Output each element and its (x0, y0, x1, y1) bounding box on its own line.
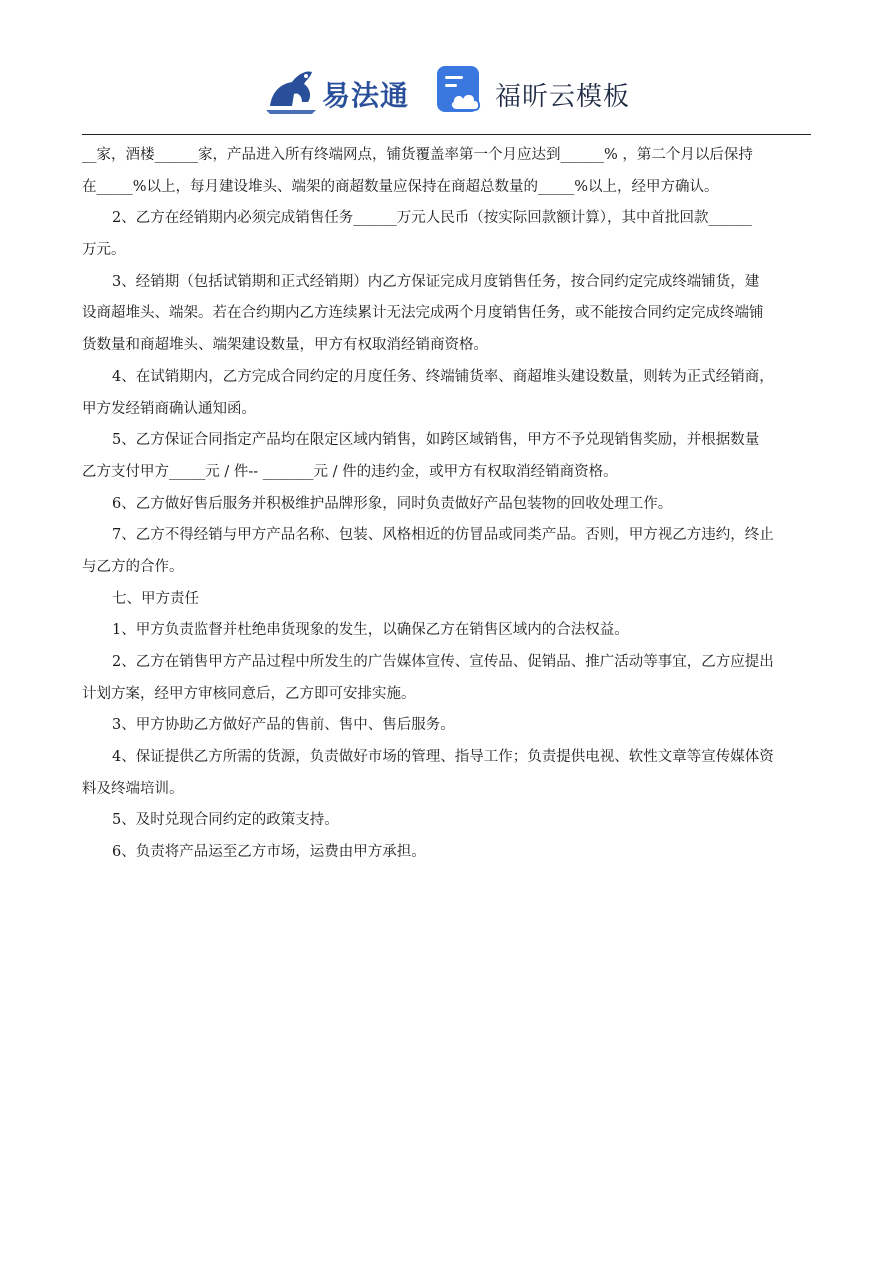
document-cloud-icon (435, 64, 487, 116)
yifatong-logo-text: 易法通 (322, 79, 410, 112)
text-line: 料及终端培训。 (82, 780, 184, 797)
foxit-cloud-template-logo (435, 64, 645, 120)
text-line: 1、甲方负责监督并杜绝串货现象的发生，以确保乙方在销售区域内的合法权益。 (112, 622, 629, 639)
text-line: 在_____%以上，每月建设堆头、端架的商超数量应保持在商超总数量的_____%以上，经甲方确认。 (82, 178, 719, 195)
text-line: 6、乙方做好售后服务并积极维护品牌形象，同时负责做好产品包装物的回收处理工作。 (112, 495, 673, 512)
section-heading: 七、甲方责任 (112, 590, 199, 607)
text-line: 6、负责将产品运至乙方市场，运费由甲方承担。 (112, 844, 426, 861)
text-line: 乙方支付甲方_____元 / 件-- _______元 / 件的违约金，或甲方有权取消经销商资格。 (82, 463, 618, 480)
text-line: __家，酒楼______家，产品进入所有终端网点，铺货覆盖率第一个月应达到______% ，第二个月以后保持 (82, 147, 753, 163)
text-line: 5、乙方保证合同指定产品均在限定区域内销售，如跨区域销售，甲方不予兑现销售奖励，并根据数量 (112, 432, 760, 449)
text-line: 5、及时兑现合同约定的政策支持。 (112, 812, 339, 829)
yifatong-logo (262, 62, 412, 120)
page-header (0, 58, 893, 128)
text-line: 3、甲方协助乙方做好产品的售前、售中、售后服务。 (112, 717, 455, 734)
text-line: 4、保证提供乙方所需的货源，负责做好市场的管理、指导工作；负责提供电视、软性文章等宣传媒体资 (112, 749, 774, 766)
text-line: 万元。 (82, 242, 126, 259)
foxit-cloud-template-text: 福昕云模板 (495, 82, 631, 112)
text-line: 3、经销期（包括试销期和正式经销期）内乙方保证完成月度销售任务，按合同约定完成终端铺货，建 (112, 273, 760, 290)
horse-emblem-icon (262, 62, 322, 118)
text-line: 与乙方的合作。 (82, 558, 184, 575)
text-line: 7、乙方不得经销与甲方产品名称、包装、风格相近的仿冒品或同类产品。否则，甲方视乙方违约，终止 (112, 527, 774, 544)
text-line: 计划方案，经甲方审核同意后，乙方即可安排实施。 (82, 685, 416, 702)
contract-body (82, 142, 812, 871)
text-line: 货数量和商超堆头、端架建设数量，甲方有权取消经销商资格。 (82, 337, 488, 354)
text-line: 4、在试销期内，乙方完成合同约定的月度任务、终端铺货率、商超堆头建设数量，则转为正式经销商， (112, 368, 774, 385)
text-line: 2、乙方在经销期内必须完成销售任务______万元人民币（按实际回款额计算），其中首批回款______ (112, 210, 752, 227)
header-divider (82, 134, 811, 135)
text-line: 设商超堆头、端架。若在合约期内乙方连续累计无法完成两个月度销售任务，或不能按合同约定完成终端铺 (82, 305, 764, 322)
text-line: 2、乙方在销售甲方产品过程中所发生的广告媒体宣传、宣传品、促销品、推广活动等事宜，乙方应提出 (112, 654, 774, 670)
text-line: 甲方发经销商确认通知函。 (82, 400, 256, 417)
